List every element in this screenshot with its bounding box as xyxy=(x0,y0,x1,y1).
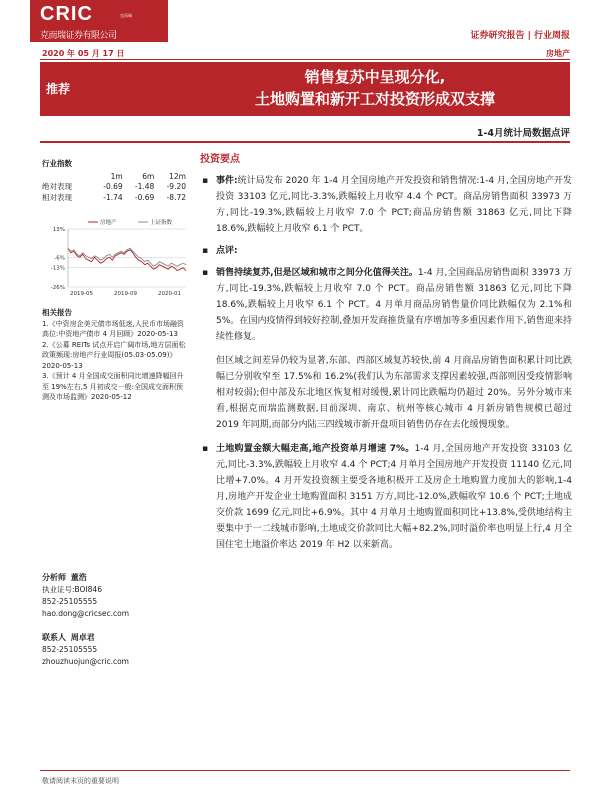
legend-label: 上证指数 xyxy=(150,220,173,226)
analyst-email[interactable]: hao.dong@cricsec.com xyxy=(42,609,130,618)
related-title: 相关报告 xyxy=(42,308,72,317)
event-label: 事件: xyxy=(216,176,238,186)
subheading-rule xyxy=(40,141,570,143)
analyst-contacts xyxy=(42,572,190,668)
sales-paragraph xyxy=(200,265,572,345)
contact-email[interactable]: zhouzhuojun@cric.com xyxy=(42,657,129,666)
analyst-2-heading xyxy=(42,632,190,644)
report-subheading: 1-4月统计局数据点评 xyxy=(476,128,570,139)
title-line-1: 销售复苏中呈现分化, xyxy=(304,68,446,86)
report-date: 2020 年 05 月 17 日 xyxy=(42,49,125,58)
index-chart xyxy=(42,215,190,301)
event-text: 统计局发布 2020 年 1-4 月全国房地产开发投资和销售情况:1-4 月,全国房地产开发投资 33103 亿元,同比-3.3%,跌幅较上月收窄 4.4 个 PCT。商品房销售面积 33973 万方,同比-19.3%,跌幅较上月收窄 7.0 个 PCT;商品房销售额 31863 亿元,同比下降 18.6%,跌幅较上月收窄 6.1 个 PCT。 xyxy=(216,176,572,234)
perf-header-cell: 6m xyxy=(142,171,155,181)
footer-rule xyxy=(40,770,570,771)
sales-text: 1-4 月,全国商品房销售面积 33973 万方,同比-19.3%,跌幅较上月收窄 7.0 个 PCT。商品房销售额 31863 亿元,同比下降 18.6%,跌幅较上月收窄 6.1 个 PCT。4 月单月商品房销售量价同比跌幅仅为 2.1%和 5%。在国内疫情得到较好控制,叠加开发商推货量有序增加等多重因素作用下,销售迎来持续性修复。 xyxy=(216,268,572,342)
perf-table xyxy=(42,171,186,203)
analyst-role: 分析师 xyxy=(42,573,66,582)
comment-label: 点评: xyxy=(216,246,238,256)
y-tick-label: -26% xyxy=(50,285,65,291)
index-chart-svg xyxy=(42,215,190,301)
rating-label: 推荐 xyxy=(46,82,71,96)
perf-row xyxy=(42,192,186,203)
investment-heading: 土地购置金额大幅走高,地产投资单月增速 7%。 xyxy=(216,444,415,454)
title-banner xyxy=(40,62,570,116)
investment-text: 1-4 月,全国房地产开发投资 33103 亿元,同比-3.3%,跌幅较上月收窄 4.4 个 PCT;4 月单月全国房地产开发投资 11140 亿元,同比增+7.0%。4 月开发投资额主要受各地积极开工及房企土地购置力度加大的影响,1-4 月,房地产开发企业土地购置面积 3151 万方,同比-12.0%,跌幅收窄 10.6 个 PCT;土地成交价款 1699 亿元,同比+6.9%。其中 4 月单月土地购置面积同比+13.8%,受供地结构主要集中于一二线城市影响,土地成交价款同比大幅+82.2%,同时溢价率也明显上行,4 月全国住宅土地溢价率达 2019 年 H2 以来新高。 xyxy=(216,444,572,550)
header-rule xyxy=(40,59,570,60)
logo-tag: 克而瑞 xyxy=(120,13,132,18)
logo-wordmark: CRIC xyxy=(40,3,93,25)
analyst-license: 执业证号:BOI846 xyxy=(42,585,102,594)
cric-logo xyxy=(30,0,168,42)
related-report-item[interactable]: 2.《公募 REITs 试点开启广阔市场,地方层面松政策频现:房地产行业周报(05.03-05.09)》2020-05-13 xyxy=(42,340,186,370)
main-content xyxy=(200,150,572,553)
perf-header-cell xyxy=(42,171,91,181)
title-line-2: 土地购置和新开工对投资形成双支撑 xyxy=(254,90,495,108)
series-line xyxy=(68,248,186,270)
regional-paragraph: 但区域之间差异仍较为显著,东部、西部区域复苏较快,前 4 月商品房销售面积累计同比跌幅已分别收窄至 17.5%和 16.2%(我们认为东部需求支撑因素较强,西部则因受疫情影响相对较弱);但中部及东北地区恢复相对缓慢,累计同比跌幅均仍超过 20%。另外分城市来看,根据克而瑞监测数据,目前深圳、南京、杭州等核心城市 4 月新房销售规模已超过 2019 年同期,而部分内陆三四线城市新开盘项目销售仍存在去化缓慢现象。 xyxy=(216,356,572,430)
perf-row xyxy=(42,181,186,192)
sector-label: 房地产 xyxy=(546,49,570,58)
report-type: 证券研究报告 | 行业周报 xyxy=(470,31,570,41)
y-tick-label: -6% xyxy=(54,255,65,262)
contact-name: 周卓君 xyxy=(70,633,95,642)
section-title: 投资要点 xyxy=(200,154,240,165)
related-report-item[interactable]: 1.《中资房企美元债市场低迷,人民币市场融资高位:中资地产债市 4 月回顾》2020-05-13 xyxy=(42,319,184,338)
y-tick-label: 13% xyxy=(52,227,65,233)
y-tick-label: -13% xyxy=(50,265,65,272)
event-paragraph xyxy=(200,173,572,237)
perf-title: 行业指数 xyxy=(42,159,72,168)
comment-heading xyxy=(200,243,572,259)
analyst-name: 董浩 xyxy=(70,573,87,582)
perf-header-cell: 12m xyxy=(169,171,186,181)
logo-subtitle: 克而瑞证券有限公司 xyxy=(40,31,117,41)
perf-value: -0.69 xyxy=(134,193,155,202)
perf-value: -1.74 xyxy=(103,193,123,202)
analyst-phone: 852-25105555 xyxy=(42,597,98,606)
perf-value: -9.20 xyxy=(166,182,186,191)
perf-value: -0.69 xyxy=(103,182,123,191)
x-tick-label: 2019-05 xyxy=(70,291,93,297)
footer-note: 敬请阅读末页的重要说明 xyxy=(42,777,119,785)
perf-header-row xyxy=(42,171,186,181)
contact-phone: 852-25105555 xyxy=(42,645,98,654)
analyst-1-heading xyxy=(42,572,190,584)
related-report-item[interactable]: 3.《预计 4 月全国成交面积同比增速降幅回升至 19%左右,5 月初成交一般:全国成交面积预测及市场监测》2020-05-12 xyxy=(42,372,184,401)
sales-heading: 销售持续复苏,但是区域和城市之间分化值得关注。 xyxy=(216,268,418,278)
sidebar xyxy=(42,158,192,203)
perf-header-cell: 1m xyxy=(110,171,123,181)
legend-label: 房地产 xyxy=(100,220,117,226)
x-tick-label: 2020-01 xyxy=(158,291,181,297)
perf-label: 绝对表现 xyxy=(42,182,72,191)
perf-value: -1.48 xyxy=(134,182,155,191)
perf-value: -8.72 xyxy=(166,193,186,202)
report-title xyxy=(190,66,560,110)
perf-label: 相对表现 xyxy=(42,193,72,202)
related-reports xyxy=(42,308,190,403)
contact-role: 联系人 xyxy=(42,633,66,642)
investment-paragraph xyxy=(200,441,572,553)
x-tick-label: 2019-09 xyxy=(114,291,137,297)
